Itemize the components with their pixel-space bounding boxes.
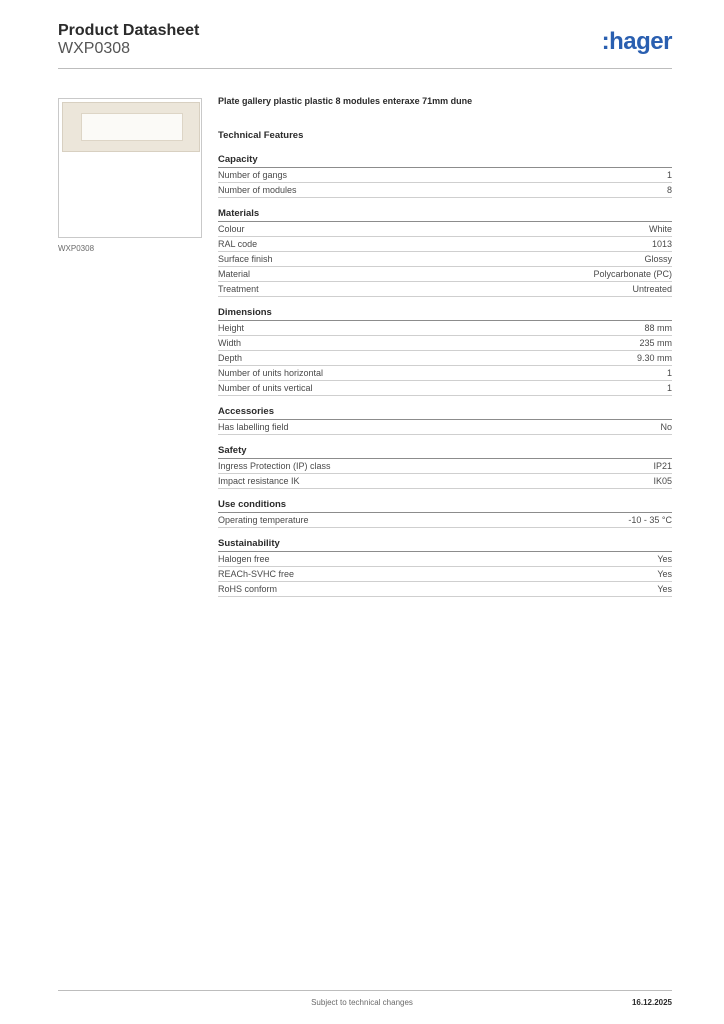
spec-row xyxy=(218,513,672,528)
product-code: WXP0308 xyxy=(58,40,131,57)
spec-label: Number of gangs xyxy=(218,170,288,180)
spec-value: Yes xyxy=(657,554,672,564)
spec-section xyxy=(218,445,672,489)
spec-value: Glossy xyxy=(644,254,672,264)
spec-row xyxy=(218,381,672,396)
spec-row xyxy=(218,459,672,474)
page-title: Product Datasheet xyxy=(58,22,200,39)
spec-section xyxy=(218,499,672,528)
spec-section xyxy=(218,538,672,597)
spec-label: Operating temperature xyxy=(218,515,309,525)
spec-value: 235 mm xyxy=(639,338,672,348)
spec-value: 1 xyxy=(666,368,672,378)
spec-row xyxy=(218,567,672,582)
spec-row xyxy=(218,267,672,282)
spec-value: -10 - 35 °C xyxy=(628,515,672,525)
spec-label: Impact resistance IK xyxy=(218,476,300,486)
spec-section xyxy=(218,154,672,198)
product-image-frame xyxy=(58,98,202,238)
spec-label: REACh-SVHC free xyxy=(218,569,295,579)
spec-value: Polycarbonate (PC) xyxy=(593,269,672,279)
spec-value: 8 xyxy=(666,185,672,195)
spec-label: Ingress Protection (IP) class xyxy=(218,461,331,471)
spec-value: 1 xyxy=(666,170,672,180)
spec-value: 88 mm xyxy=(644,323,672,333)
spec-content xyxy=(218,96,672,597)
section-title: Capacity xyxy=(218,154,672,168)
spec-label: Depth xyxy=(218,353,243,363)
spec-value: No xyxy=(660,422,672,432)
footer-date: 16.12.2025 xyxy=(631,998,672,1007)
spec-row xyxy=(218,366,672,381)
spec-value: IP21 xyxy=(653,461,672,471)
spec-label: Halogen free xyxy=(218,554,270,564)
hager-logo: :hager xyxy=(601,28,672,55)
spec-value: Yes xyxy=(657,584,672,594)
product-image-caption: WXP0308 xyxy=(58,244,95,253)
footer-note: Subject to technical changes xyxy=(311,998,413,1007)
spec-row xyxy=(218,420,672,435)
page-header xyxy=(58,22,672,68)
spec-section xyxy=(218,406,672,435)
spec-row xyxy=(218,321,672,336)
footer-divider xyxy=(58,990,672,991)
spec-row xyxy=(218,474,672,489)
spec-value: IK05 xyxy=(653,476,672,486)
plate-window xyxy=(81,113,183,141)
section-title: Use conditions xyxy=(218,499,672,513)
spec-label: Treatment xyxy=(218,284,259,294)
section-title: Dimensions xyxy=(218,307,672,321)
spec-label: Surface finish xyxy=(218,254,273,264)
spec-row xyxy=(218,552,672,567)
spec-label: Number of units horizontal xyxy=(218,368,324,378)
spec-sections xyxy=(218,154,672,597)
technical-features-heading: Technical Features xyxy=(218,130,304,141)
spec-row xyxy=(218,351,672,366)
spec-row xyxy=(218,252,672,267)
header-divider xyxy=(58,68,672,69)
spec-label: Material xyxy=(218,269,251,279)
spec-label: Width xyxy=(218,338,242,348)
spec-section xyxy=(218,208,672,297)
spec-label: Height xyxy=(218,323,245,333)
spec-row xyxy=(218,222,672,237)
spec-value: 1 xyxy=(666,383,672,393)
section-title: Materials xyxy=(218,208,672,222)
spec-value: 9.30 mm xyxy=(636,353,672,363)
spec-row xyxy=(218,237,672,252)
spec-label: Has labelling field xyxy=(218,422,289,432)
spec-value: 1013 xyxy=(651,239,672,249)
spec-label: Number of units vertical xyxy=(218,383,313,393)
spec-row xyxy=(218,168,672,183)
spec-value: Yes xyxy=(657,569,672,579)
section-title: Sustainability xyxy=(218,538,672,552)
section-title: Accessories xyxy=(218,406,672,420)
product-description: Plate gallery plastic plastic 8 modules enteraxe 71mm dune xyxy=(218,96,473,106)
spec-section xyxy=(218,307,672,396)
spec-row xyxy=(218,582,672,597)
product-image xyxy=(62,102,200,152)
spec-label: Colour xyxy=(218,224,245,234)
spec-row xyxy=(218,183,672,198)
spec-label: Number of modules xyxy=(218,185,297,195)
spec-row xyxy=(218,282,672,297)
spec-label: RoHS conform xyxy=(218,584,278,594)
spec-row xyxy=(218,336,672,351)
spec-value: White xyxy=(648,224,672,234)
spec-label: RAL code xyxy=(218,239,258,249)
spec-value: Untreated xyxy=(632,284,672,294)
section-title: Safety xyxy=(218,445,672,459)
